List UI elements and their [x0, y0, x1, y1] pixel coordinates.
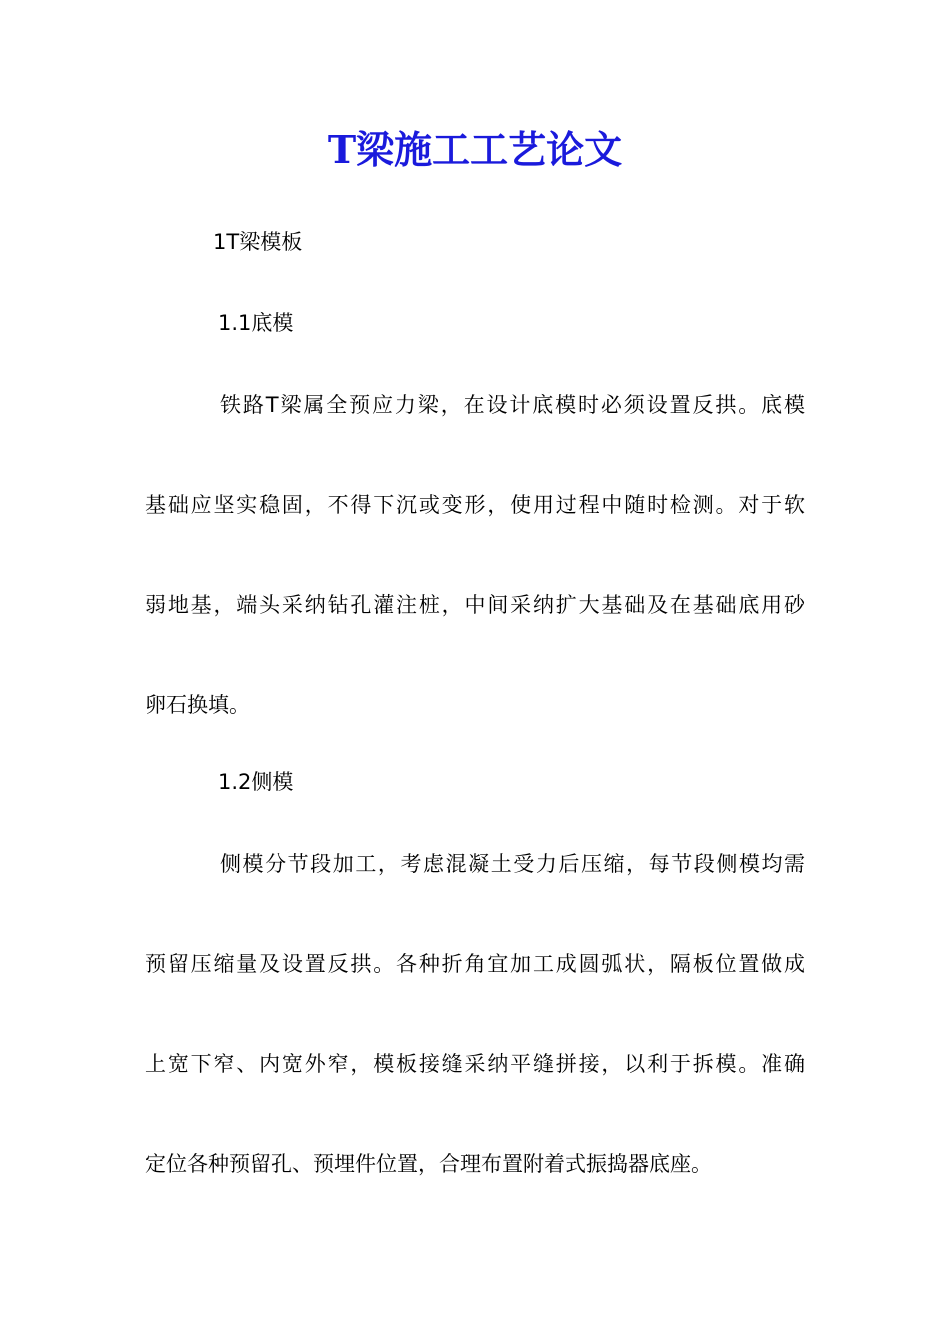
paragraph-line: 上宽下窄、内宽外窄，模板接缝采纳平缝拼接，以利于拆模。准确 — [145, 1052, 805, 1076]
paragraph-line: 预留压缩量及设置反拱。各种折角宜加工成圆弧状，隔板位置做成 — [145, 952, 805, 976]
section-heading-1-2: 1.2侧模 — [218, 770, 294, 794]
paragraph-line: 卵石换填。 — [145, 693, 250, 717]
paragraph-line: 铁路T梁属全预应力梁，在设计底模时必须设置反拱。底模 — [220, 393, 805, 417]
section-heading-1: 1T梁模板 — [213, 230, 303, 254]
section-heading-1-1: 1.1底模 — [218, 311, 294, 335]
paragraph-line: 基础应坚实稳固，不得下沉或变形，使用过程中随时检测。对于软 — [145, 493, 805, 517]
paragraph-line: 定位各种预留孔、预埋件位置，合理布置附着式振捣器底座。 — [145, 1152, 712, 1176]
paragraph-side-formwork — [145, 849, 805, 1249]
paragraph-bottom-formwork — [145, 390, 805, 790]
paragraph-line: 侧模分节段加工，考虑混凝土受力后压缩，每节段侧模均需 — [220, 852, 805, 876]
document-title: T梁施工工艺论文 — [327, 127, 623, 172]
paragraph-line: 弱地基，端头采纳钻孔灌注桩，中间采纳扩大基础及在基础底用砂 — [145, 593, 805, 617]
